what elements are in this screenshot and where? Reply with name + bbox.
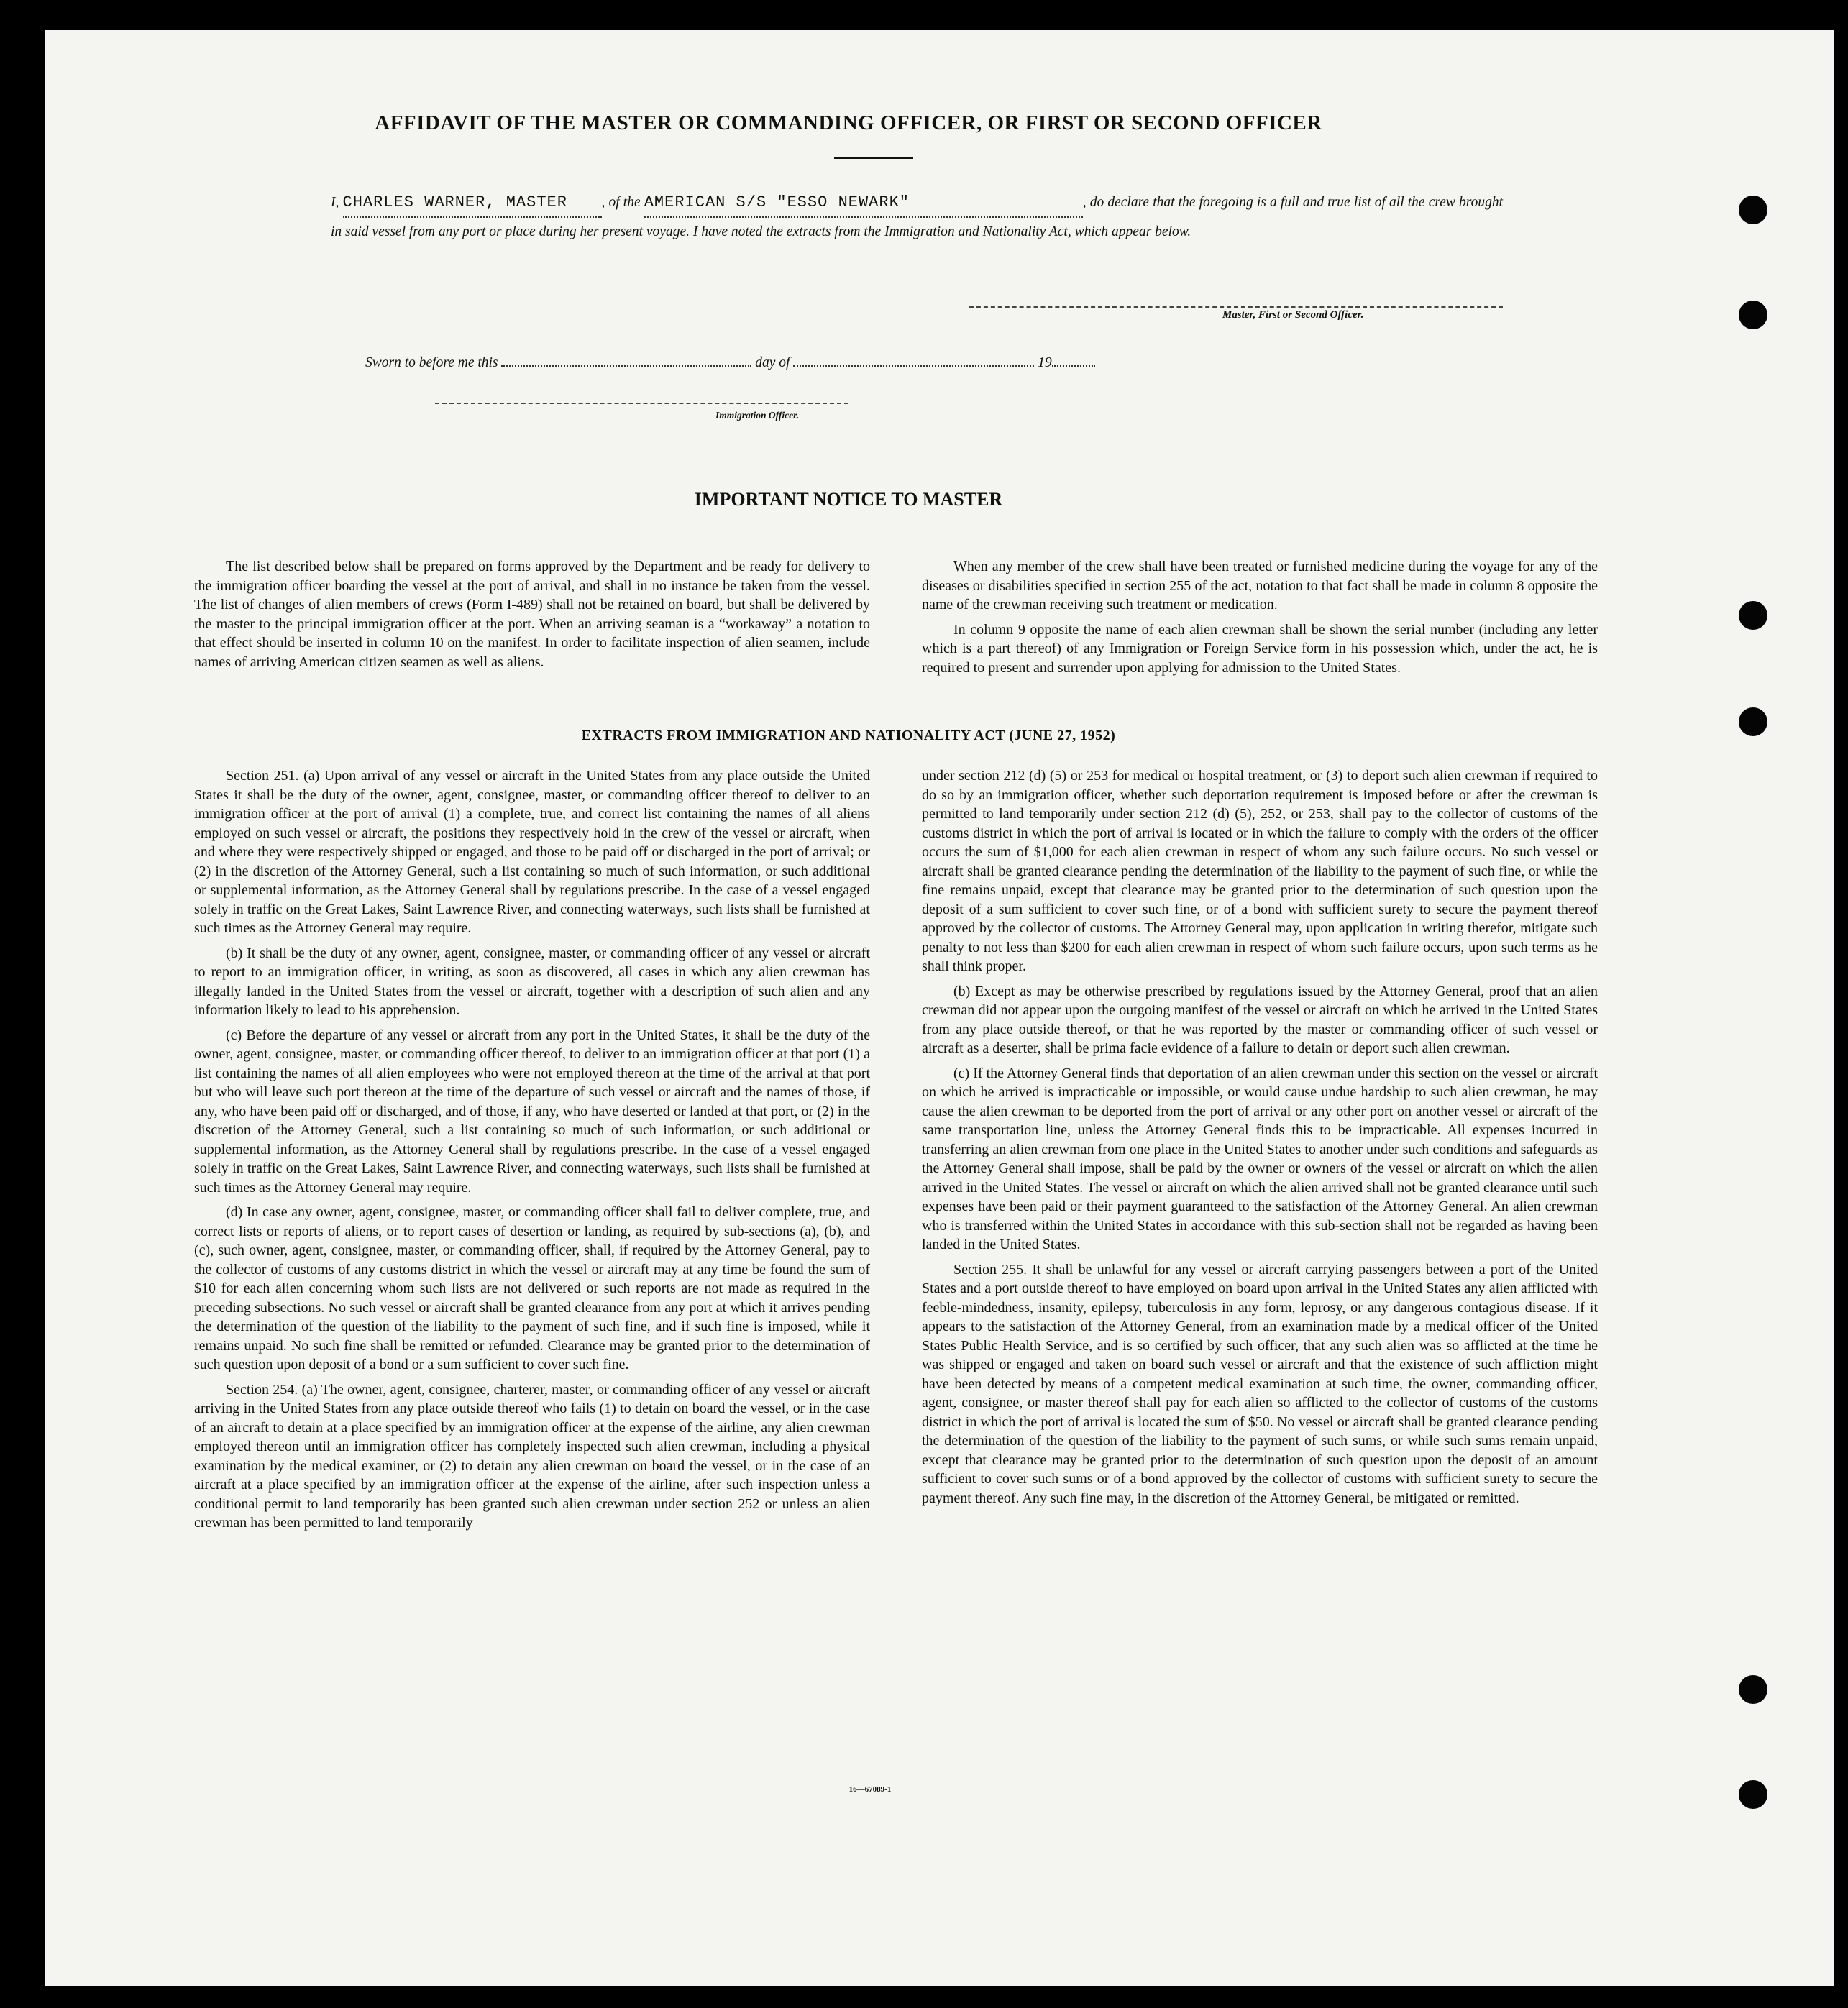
extract-paragraph: Section 254. (a) The owner, agent, consignee, charterer, master, or commanding officer of any vessel or aircraft arriving in the United States from any place outside thereof who fails (1) to detain on board the vessel, or in the case of an aircraft to detain at a place specified by an immigration officer at the expense of the airline, any alien crewman employed thereon until an immigration officer has completely inspected such alien crewman, including a physical examination by the medical examiner, or (2) to detain any alien crewman on board the vessel, or in the case of an aircraft at a place specified by an immigration officer at the expense of the airline, after such inspection unless a conditional permit to land temporarily has been granted such alien crewman under section 252 or unless an alien crewman has been permitted to land temporarily [194,1381,870,1531]
extract-paragraph: (b) Except as may be otherwise prescribed by regulations issued by the Attorney General, proof that an alien crewman did not appear upon the outgoing manifest of the vessel or aircraft on which he arrived in the United States from any place outside thereof, or that he was reported by the master or commanding officer of such vessel or aircraft as a deserter, shall be prima facie evidence of a failure to detain or deport such alien crewman. [922,983,1598,1056]
extract-paragraph: Section 255. It shall be unlawful for any vessel or aircraft carrying passengers between a port of the United States and a port outside thereof to have employed on board upon arrival in the United States any alien afflicted with feeble-mindedness, insanity, epilepsy, tuberculosis in any form, leprosy, or any dangerous contagious disease. If it appears to the satisfaction of the Attorney General, from an examination made by a medical officer of the United States Public Health Service, and is so certified by such officer, that any such alien was so afflicted at the time he was shipped or engaged and taken on board such vessel or aircraft and that the existence of such affliction might have been detected by means of a competent medical examination at such time, the owner, commanding officer, agent, consignee, or master thereof shall pay for each alien so afflicted to the collector of customs of the customs district in which the port of arrival is located the sum of $50. No vessel or aircraft shall be granted clearance pending the determination of the question of the liability to the payment of such sums, or while such sums remain unpaid, except that clearance may be granted prior to the determination of such question upon the deposit of an amount sufficient to cover such sums or of a bond approved by the collector of customs with sufficient surety to secure the payment thereof. Any such fine may, in the discretion of the Attorney General, be mitigated or remitted. [922,1261,1598,1506]
punch-hole-1 [1739,196,1767,224]
signature-label: Master, First or Second Officer. [1222,309,1364,321]
year-label: 19 [1038,355,1052,370]
form-code: 16—67089-1 [848,1785,892,1794]
extracts-title: EXTRACTS FROM IMMIGRATION AND NATIONALITY ACT (JUNE 27, 1952) [581,728,1116,743]
sworn-year-field[interactable] [1052,365,1095,367]
extract-paragraph: (c) If the Attorney General finds that deportation of an alien crewman under this section on the vessel or aircraft on which he arrived is impracticable or impossible, or would cause undue hardship to such alien crewman, he may cause the alien crewman to be deported from the port of arrival or any other port on another vessel or aircraft of the same transportation line, unless the Attorney General finds this to be impracticable. All expenses incurred in transferring an alien crewman from one place in the United States to another under such conditions and safeguards as the Attorney General shall impose, shall be paid by the owner or owners of the vessel or aircraft on which the alien arrived in the United States. The vessel or aircraft on which the alien arrived shall not be granted clearance until such expenses have been paid or their payment guaranteed to the satisfaction of the Attorney General. An alien crewman who is transferred within the United States in accordance with this sub-section shall not be regarded as having been landed in the United States. [922,1065,1598,1252]
sworn-label: Sworn to before me this [365,355,498,370]
extract-paragraph: (c) Before the departure of any vessel or aircraft from any port in the United States, it shall be the duty of the owner, agent, consignee, master, or commanding officer thereof, to deliver to an immigration officer at that port (1) a list containing the names of all alien employees who were not employed thereon at the time of the arrival at that port but who will leave such port thereon at the time of the departure of such vessel or aircraft and the names of those, if any, who have been paid off or discharged, and of those, if any, who have deserted or landed at that port, or (2) in the discretion of the Attorney General, such a list containing so much of such information, or such additional or supplemental information, as the Attorney General shall by regulations prescribe. In the case of a vessel engaged solely in traffic on the Great Lakes, Saint Lawrence River, and connecting waterways, such lists shall be furnished at such times as the Attorney General may require. [194,1027,870,1196]
punch-hole-4 [1739,707,1767,736]
declaration-statement: that the foregoing is a full and true list of all the crew brought in said vessel from any port or place during her present voyage. I have noted the extracts from the Immigration and Nationality Act, which appear below. [331,195,1504,239]
vessel-value: AMERICAN S/S "ESSO NEWARK" [644,193,910,211]
notice-paragraph: The list described below shall be prepared on forms approved by the Department and be ready for delivery to the immigration officer boarding the vessel at the port of arrival, and shall in no instance be taken from the vessel. The list of changes of alien members of crews (Form I-489) shall not be retained on board, but shall be delivered by the master to the principal immigration officer at the port. When an arriving seaman is a “workaway” a notation to that effect should be inserted in column 10 on the manifest. In order to facilitate inspection of alien seamen, include names of arriving American citizen seamen as well as aliens. [194,559,870,670]
sworn-line [365,355,1095,371]
declare-label: , do declare [1082,195,1150,210]
sworn-month-field[interactable] [793,365,1034,367]
sworn-day-field[interactable] [501,365,751,367]
notice-paragraph: In column 9 opposite the name of each alien crewman shall be shown the serial number (including any letter which is a part thereof) of any Immigration or Foreign Service form in his possession which, under the act, he is required to present and surrender upon applying for admission to the United States. [922,621,1598,676]
punch-hole-6 [1739,1780,1767,1809]
immigration-officer-line[interactable] [435,403,848,404]
declarant-value: CHARLES WARNER, MASTER [342,193,567,211]
extract-paragraph: (d) In case any owner, agent, consignee, master, or commanding officer shall fail to deliver complete, true, and correct lists or reports of aliens, or to report cases of desertion or landing, as required by sub-sections (a), (b), and (c), such owner, agent, consignee, master, or commanding officer, shall, if required by the Attorney General, pay to the collector of customs of any customs district in which the vessel or aircraft may at any time be found the sum of $10 for each alien concerning whom such lists are not delivered or such reports are not made as required in the preceding subsections. No such vessel or aircraft shall be granted clearance from any port at which it arrives pending the determination of the question of the liability to the payment of such fine, and if such fine is imposed, while it remains unpaid. No such fine shall be remitted or refunded. Clearance may be granted prior to the determination of such question upon deposit of a bond or a sum sufficient to cover such fine. [194,1204,870,1372]
extracts-right-column [922,766,1598,1513]
extract-paragraph: Section 251. (a) Upon arrival of any vessel or aircraft in the United States from any place outside the United States it shall be the duty of the owner, agent, consignee, master, or commanding officer thereof to deliver to an immigration officer at the port of arrival (1) a complete, true, and correct list containing the names of all aliens employed on such vessel or aircraft, the positions they respectively hold in the crew of the vessel or aircraft, when and where they were respectively shipped or engaged, and those to be paid off or discharged in the port of arrival; or (2) in the discretion of the Attorney General, such a list containing so much of such information, or such additional or supplemental information, as the Attorney General shall by regulations prescribe. In the case of a vessel engaged solely in traffic on the Great Lakes, Saint Lawrence River, and connecting waterways, such lists shall be furnished at such times as the Attorney General may require. [194,768,870,936]
extract-paragraph: (b) It shall be the duty of any owner, agent, consignee, master, or commanding officer of any vessel or aircraft to report to an immigration officer, in writing, as soon as discovered, all cases in which any alien crewman has illegally landed in the United States from the vessel or aircraft, together with a description of such alien and any information likely to lead to his apprehension. [194,945,870,1018]
title-divider [834,157,913,159]
extracts-left-column [194,766,870,1539]
notice-paragraph: When any member of the crew shall have been treated or furnished medicine during the voyage for any of the diseases or disabilities specified in section 255 of the act, notation to that fact shall be made in column 8 opposite the name of the crewman receiving such treatment or medication. [922,559,1598,613]
punch-hole-3 [1739,601,1767,630]
notice-left-column [194,557,870,677]
declaration-prefix: I, [331,195,339,210]
of-label: , of the [601,195,641,210]
day-of-label: day of [755,355,790,370]
notice-right-column [922,557,1598,683]
notice-title: IMPORTANT NOTICE TO MASTER [694,489,1003,510]
punch-hole-5 [1739,1675,1767,1704]
declarant-field[interactable] [343,188,602,218]
affidavit-title: AFFIDAVIT OF THE MASTER OR COMMANDING OFFICER, OR FIRST OR SECOND OFFICER [375,111,1322,134]
immigration-officer-label: Immigration Officer. [715,410,800,421]
punch-hole-2 [1739,301,1767,329]
vessel-field[interactable] [644,188,1083,218]
signature-line[interactable] [969,306,1503,308]
extract-paragraph: under section 212 (d) (5) or 253 for medical or hospital treatment, or (3) to deport such alien crewman if required to do so by an immigration officer, whether such deportation requirement is imposed before or after the crewman is permitted to land temporarily under section 212 (d) (5), 252, or 253, shall pay to the collector of customs of the customs district in which the port of arrival is located or in which the failure to comply with the orders of the officer occurs the sum of $1,000 for each alien crewman in respect of whom any such failure occurs. No such vessel or aircraft shall be granted clearance pending the determination of the liability to the payment of such fine, or while the fine remains unpaid, except that clearance may be granted prior to the determination of such question upon the deposit of a sum sufficient to cover such fine, or of a bond with sufficient surety to secure the payment thereof approved by the collector of customs. The Attorney General may, upon application in writing therefor, mitigate such penalty to not less than $200 for each alien crewman in respect of whom such failure occurs, upon such terms as he shall think proper. [922,768,1598,974]
declaration-block [331,188,1503,246]
